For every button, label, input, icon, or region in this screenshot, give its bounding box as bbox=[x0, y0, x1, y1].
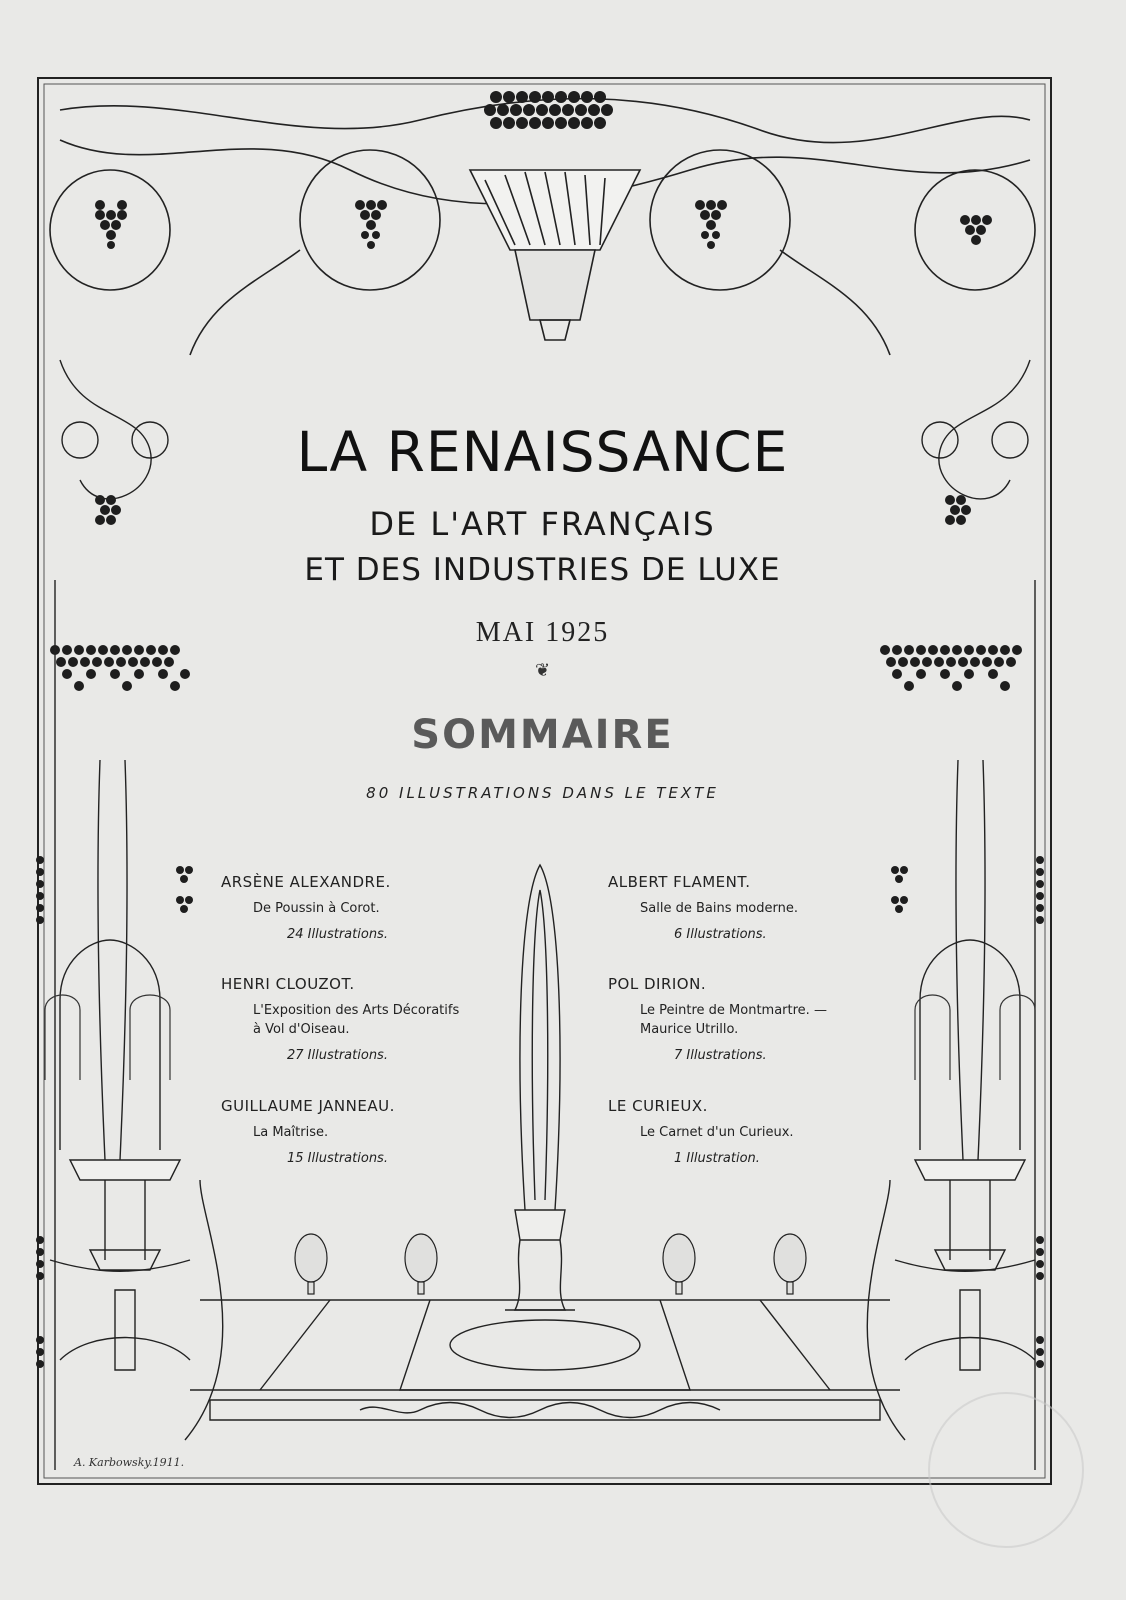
contents-entry bbox=[608, 873, 798, 942]
entry-article: Salle de Bains moderne. bbox=[640, 901, 798, 916]
entry-article: Le Peintre de Montmartre. — Maurice Utrillo. bbox=[640, 1003, 827, 1037]
contents-entry bbox=[608, 1097, 794, 1166]
subtitle-line-1: DE L'ART FRANÇAIS bbox=[369, 505, 716, 543]
entry-illustrations: 15 Illustrations. bbox=[287, 1151, 388, 1166]
entry-author: POL DIRION. bbox=[608, 975, 707, 993]
entry-illustrations: 6 Illustrations. bbox=[674, 927, 767, 942]
entry-article: Le Carnet d'un Curieux. bbox=[640, 1125, 794, 1140]
entry-article: De Poussin à Corot. bbox=[253, 901, 380, 916]
entry-author: LE CURIEUX. bbox=[608, 1097, 708, 1115]
rose-ornament-icon: ❦ bbox=[534, 660, 551, 680]
entry-author: HENRI CLOUZOT. bbox=[221, 975, 355, 993]
subtitle-line-2: ET DES INDUSTRIES DE LUXE bbox=[304, 552, 781, 588]
topiary-trees bbox=[295, 1234, 806, 1294]
entry-illustrations: 1 Illustration. bbox=[674, 1151, 760, 1166]
illustration-count: 80 ILLUSTRATIONS DANS LE TEXTE bbox=[366, 784, 719, 802]
entry-article: La Maîtrise. bbox=[253, 1125, 329, 1140]
entry-illustrations: 7 Illustrations. bbox=[674, 1048, 767, 1063]
entry-author: GUILLAUME JANNEAU. bbox=[221, 1097, 395, 1115]
contents-entry bbox=[221, 975, 459, 1063]
entry-author: ALBERT FLAMENT. bbox=[608, 873, 751, 891]
entry-illustrations: 27 Illustrations. bbox=[287, 1048, 388, 1063]
contents-entry bbox=[221, 1097, 395, 1166]
contents-entry bbox=[608, 975, 827, 1063]
arches bbox=[45, 995, 1035, 1080]
issue-date: MAI 1925 bbox=[475, 617, 610, 648]
left-fountain bbox=[50, 760, 190, 1370]
central-fountain-jet bbox=[505, 865, 575, 1310]
entry-author: ARSÈNE ALEXANDRE. bbox=[221, 873, 391, 891]
entry-illustrations: 24 Illustrations. bbox=[287, 927, 388, 942]
contents-entry bbox=[221, 873, 391, 942]
artist-signature: A. Karbowsky.1911. bbox=[74, 1456, 185, 1469]
library-stamp-watermark bbox=[928, 1392, 1084, 1548]
magazine-title: LA RENAISSANCE bbox=[296, 420, 789, 484]
contents-heading: SOMMAIRE bbox=[411, 712, 674, 758]
grape-vine-top bbox=[50, 99, 1035, 355]
right-fountain bbox=[895, 760, 1035, 1370]
entry-article: L'Exposition des Arts Décoratifs à Vol d'Oiseau. bbox=[253, 1003, 460, 1037]
